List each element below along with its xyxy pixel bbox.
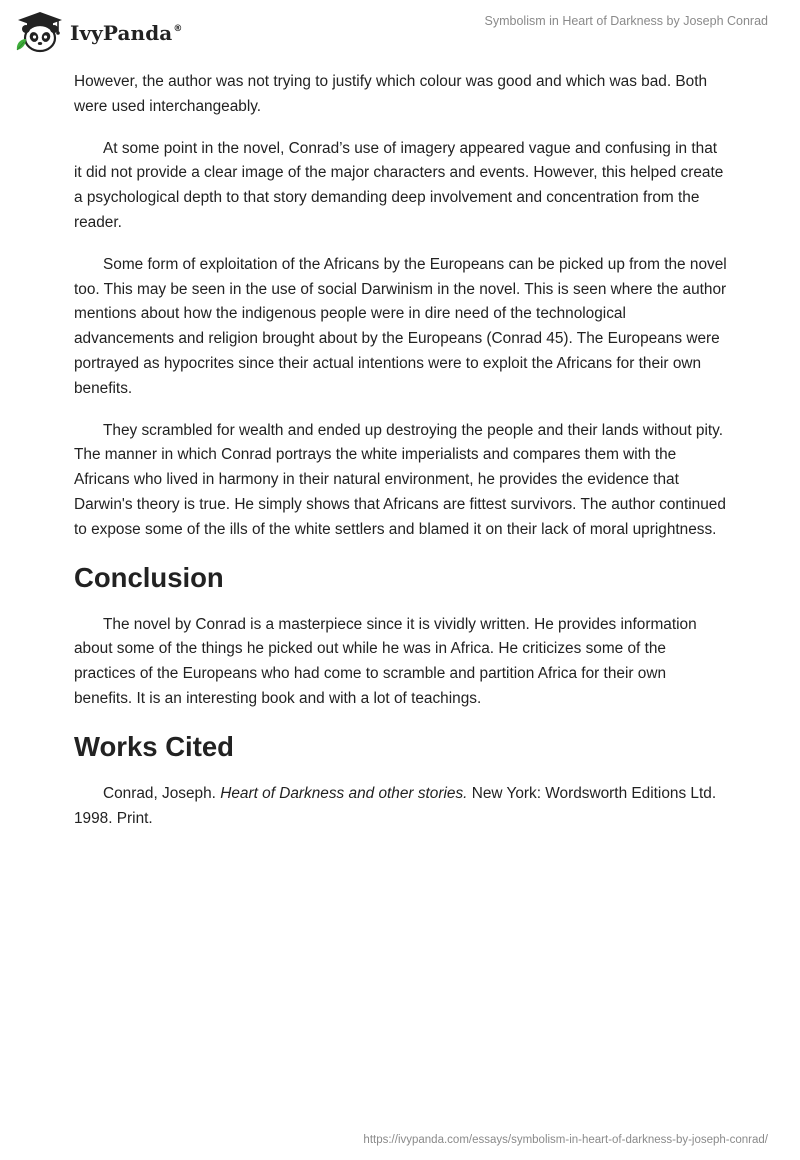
page-header: [0, 0, 800, 64]
registered-mark: ®: [173, 24, 183, 34]
document-title: Symbolism in Heart of Darkness by Joseph Conrad: [484, 14, 768, 28]
essay-content: [74, 70, 728, 848]
logo-wordmark: IvyPanda®: [70, 21, 183, 45]
citation-author: Conrad, Joseph.: [103, 784, 216, 802]
source-url[interactable]: https://ivypanda.com/essays/symbolism-in-heart-of-darkness-by-joseph-conrad/: [363, 1134, 768, 1146]
conclusion-heading: Conclusion: [74, 561, 224, 593]
panda-graduate-icon: [14, 10, 64, 54]
citation-title: Heart of Darkness and other stories.: [220, 784, 468, 802]
body-paragraph: At some point in the novel, Conrad’s use of imagery appeared vague and confusing in that it did not provide a clear image of the major characters and events. However, this helped create a psychological depth to that story demanding deep involvement and concentration from the reader.: [74, 139, 724, 231]
body-paragraph: They scrambled for wealth and ended up destroying the people and their lands without pity. The manner in which Conrad portrays the white imperialists and compares them with the Africans who lived in harmony in their natural environment, he provides the evidence that Darwin's theory is true. He simply shows that Africans are fittest survivors. The author continued to expose some of the ills of the white settlers and blamed it on their lack of moral uprightness.: [74, 421, 726, 538]
conclusion-paragraph: The novel by Conrad is a masterpiece since it is vividly written. He provides information about some of the things he picked out while he was in Africa. He criticizes some of the practices of the Europeans who had come to scramble and partition Africa for their own benefits. It is an interesting book and with a lot of teachings.: [74, 615, 697, 707]
citation-publication: New York: Wordsworth Editions Ltd. 1998. Print.: [74, 784, 717, 827]
works-cited-heading: Works Cited: [74, 730, 234, 762]
body-paragraph: However, the author was not trying to justify which colour was good and which was bad. Both were used interchangeably.: [74, 73, 708, 115]
ivypanda-logo[interactable]: [14, 10, 182, 54]
citation-entry: [74, 782, 728, 832]
body-paragraph: Some form of exploitation of the Africans by the Europeans can be picked up from the novel too. This may be seen in the use of social Darwinism in the novel. This is seen where the author mentions about how the indigenous people were in dire need of the technological advancements and religion brought about by the Europeans (Conrad 45). The Europeans were portrayed as hypocrites since their actual intentions were to exploit the Africans for their own benefits.: [74, 255, 727, 397]
